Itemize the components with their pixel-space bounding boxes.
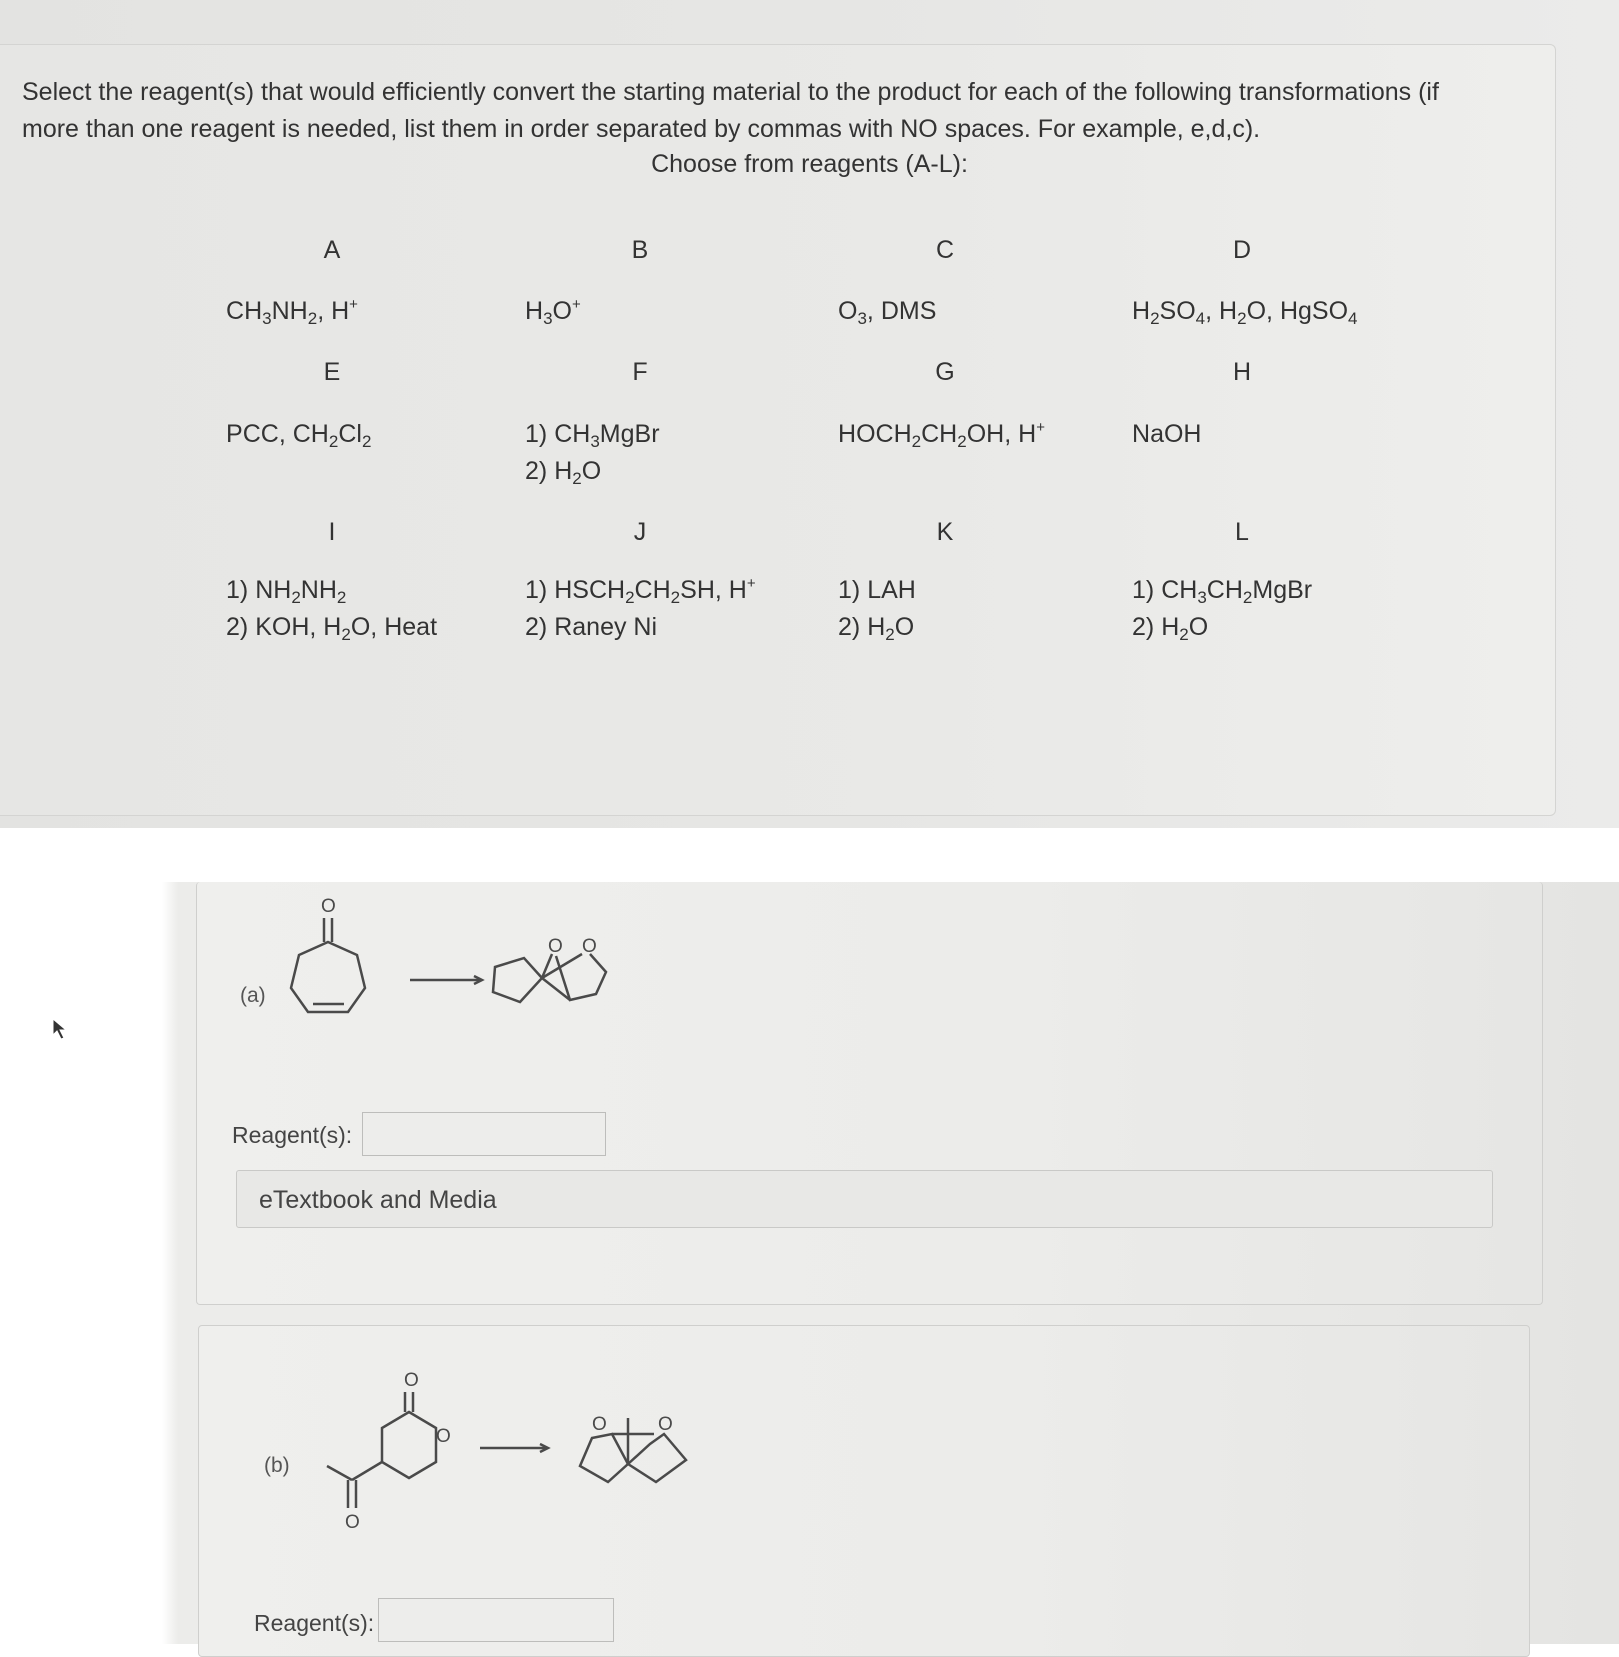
reagent-a	[226, 293, 358, 330]
reagent-letter-f: F	[632, 358, 648, 386]
question-a-reagent-input[interactable]	[362, 1112, 606, 1156]
reagent-b	[525, 293, 581, 330]
reagent-line: NaOH	[1132, 420, 1202, 448]
acetal-oxygen-a1: O	[548, 936, 563, 957]
reagent-line: 1) $NH_2NH_2$	[226, 576, 347, 607]
reagent-letter-i: I	[328, 518, 336, 546]
carbonyl-oxygen-b2: O	[345, 1512, 360, 1533]
reagent-line: $H_2SO_4$, $H_2O$, HgSO$_4$	[1132, 297, 1358, 328]
reagent-letter-c: C	[935, 236, 955, 264]
reagent-j	[525, 572, 756, 646]
reagent-l	[1132, 572, 1312, 646]
reagent-e	[226, 416, 371, 453]
carbonyl-oxygen-b1: O	[404, 1370, 419, 1391]
reagent-line: 1) $CH_3MgBr$	[525, 420, 660, 451]
question-b-reagent-label: Reagent(s):	[254, 1610, 375, 1636]
reagent-line: $O_3$, DMS	[838, 297, 937, 328]
reagent-c	[838, 293, 936, 330]
reagent-letter-g: G	[935, 358, 955, 386]
question-b-reaction-scheme	[312, 1368, 712, 1538]
reagent-f	[525, 416, 660, 490]
reagent-i	[226, 572, 437, 646]
reagent-line: $H_3O^+$	[525, 296, 581, 328]
reagent-line: 2) $H_2O$	[838, 613, 915, 644]
reagent-letter-h: H	[1232, 358, 1252, 386]
ring-oxygen-b1: O	[436, 1426, 451, 1447]
question-b-reagent-input[interactable]	[378, 1598, 614, 1642]
reagent-k	[838, 572, 916, 646]
reagent-line: 1) $CH_3CH_2MgBr$	[1132, 576, 1313, 607]
reagent-line: 2) $H_2O$	[525, 457, 602, 488]
reagent-letter-k: K	[936, 518, 954, 546]
instructions-line-1: Select the reagent(s) that would efficiently convert the starting material to the product for each of the following transformations (if	[22, 78, 1439, 106]
reagent-line: 1) LAH	[838, 576, 916, 604]
question-b-label: (b)	[264, 1454, 290, 1477]
reagent-g	[838, 416, 1045, 453]
carbonyl-oxygen-a1: O	[321, 896, 336, 917]
question-a-reaction-scheme	[280, 892, 620, 1032]
reagent-d	[1132, 293, 1358, 330]
reagent-line: 1) $HSCH_2CH_2SH$, H+	[525, 575, 756, 607]
reagent-line: $CH_3NH_2$, H+	[226, 296, 358, 328]
reagent-line: 2) $H_2O$	[1132, 613, 1209, 644]
etextbook-media-button[interactable]: eTextbook and Media	[236, 1170, 1493, 1228]
acetal-oxygen-a2: O	[582, 936, 597, 957]
reagent-letter-e: E	[323, 358, 341, 386]
reagent-line: PCC, $CH_2Cl_2$	[226, 420, 372, 451]
reagent-letter-a: A	[323, 236, 341, 264]
reagent-line: 2) Raney Ni	[525, 613, 658, 641]
choose-heading: Choose from reagents (A-L):	[651, 150, 968, 178]
ketal-oxygen-b2: O	[658, 1414, 673, 1435]
reagent-letter-b: B	[631, 236, 649, 264]
question-a-reagent-label: Reagent(s):	[232, 1122, 353, 1148]
reagent-line: $HOCH_2CH_2OH$, H+	[838, 419, 1045, 451]
instructions-line-2: more than one reagent is needed, list them in order separated by commas with NO spaces. For example, e,d,c).	[22, 115, 1261, 143]
ketal-oxygen-b1: O	[592, 1414, 607, 1435]
instructions	[22, 74, 1522, 148]
reagent-letter-l: L	[1235, 518, 1249, 546]
reagent-line: 2) KOH, $H_2O$, Heat	[226, 613, 438, 644]
reagent-letter-j: J	[633, 518, 647, 546]
mouse-pointer-icon	[52, 1018, 70, 1040]
question-a-label: (a)	[240, 984, 266, 1007]
reagent-letter-d: D	[1232, 236, 1252, 264]
reagent-h	[1132, 416, 1201, 453]
